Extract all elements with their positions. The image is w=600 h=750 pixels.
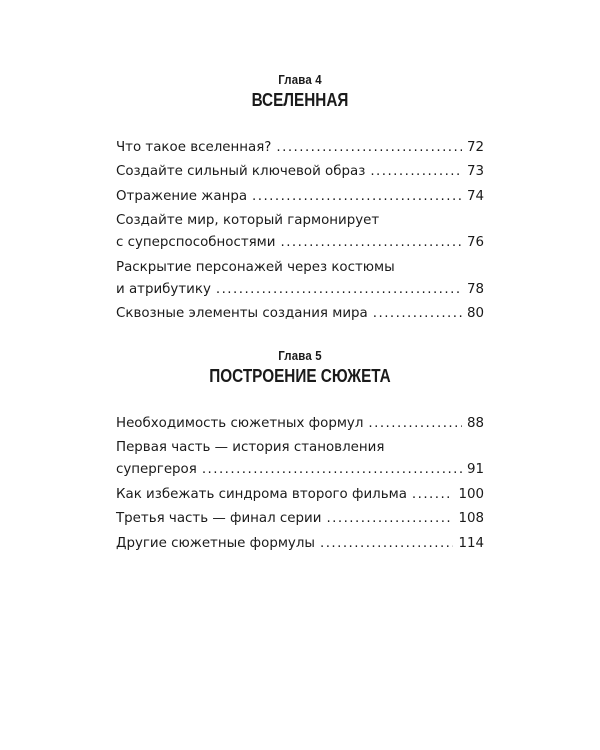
toc-entry[interactable]	[116, 303, 484, 325]
entry-title: Необходимость сюжетных формул	[116, 416, 364, 431]
toc-entry[interactable]	[116, 437, 484, 481]
page-number: 76	[466, 235, 484, 251]
dot-leader	[373, 303, 462, 325]
chapter-number: Глава 5	[278, 348, 322, 363]
dot-leader	[216, 279, 462, 301]
toc-entry[interactable]	[116, 137, 484, 159]
toc-entry[interactable]	[116, 508, 484, 530]
chapter-title: ВСЕЛЕННАЯ	[251, 90, 349, 110]
toc-entry[interactable]	[116, 210, 484, 254]
dot-leader	[276, 137, 462, 159]
toc-entry[interactable]	[116, 161, 484, 183]
page-number: 100	[458, 486, 484, 502]
page-number: 72	[466, 140, 484, 155]
page-number: 114	[458, 535, 484, 551]
entry-title-line1: Первая часть — история становления	[116, 440, 385, 456]
toc-list	[116, 137, 484, 325]
entry-title: Другие сюжетные формулы	[116, 535, 315, 551]
entry-title: Третья часть — финал серии	[116, 511, 322, 527]
page-number: 78	[466, 281, 484, 297]
page-number: 88	[466, 416, 484, 431]
dot-leader	[412, 484, 454, 506]
dot-leader	[320, 533, 453, 555]
dot-leader	[370, 161, 462, 183]
chapter-4	[116, 72, 484, 341]
toc-list	[116, 413, 484, 555]
page-number: 73	[466, 164, 484, 180]
entry-title: Создайте сильный ключевой образ	[116, 164, 366, 180]
page-number: 74	[466, 188, 484, 204]
toc-entry[interactable]	[116, 484, 484, 506]
entry-title: с суперспособностями	[116, 235, 276, 251]
chapter-number: Глава 4	[278, 72, 322, 87]
toc-entry[interactable]	[116, 533, 484, 555]
dot-leader	[202, 459, 462, 481]
entry-title: Отражение жанра	[116, 188, 248, 204]
dot-leader	[281, 232, 462, 254]
toc-entry[interactable]	[116, 413, 484, 435]
page-number: 91	[466, 462, 484, 478]
entry-title-line1: Раскрытие персонажей через костюмы	[116, 259, 395, 275]
chapter-5	[116, 348, 484, 571]
dot-leader	[252, 186, 462, 208]
entry-title: Как избежать синдрома второго фильма	[116, 486, 407, 502]
toc-entry[interactable]	[116, 186, 484, 208]
dot-leader	[368, 413, 462, 435]
page-number: 80	[466, 305, 484, 321]
entry-title-line1: Создайте мир, который гармонирует	[116, 213, 380, 229]
dot-leader	[326, 508, 453, 530]
chapter-title: ПОСТРОЕНИЕ СЮЖЕТА	[209, 366, 391, 386]
entry-title: и атрибутику	[116, 281, 211, 297]
entry-title: Что такое вселенная?	[116, 140, 272, 155]
page-number: 108	[458, 511, 484, 527]
entry-title: супергероя	[116, 462, 197, 478]
entry-title: Сквозные элементы создания мира	[116, 305, 368, 321]
toc-entry[interactable]	[116, 257, 484, 301]
